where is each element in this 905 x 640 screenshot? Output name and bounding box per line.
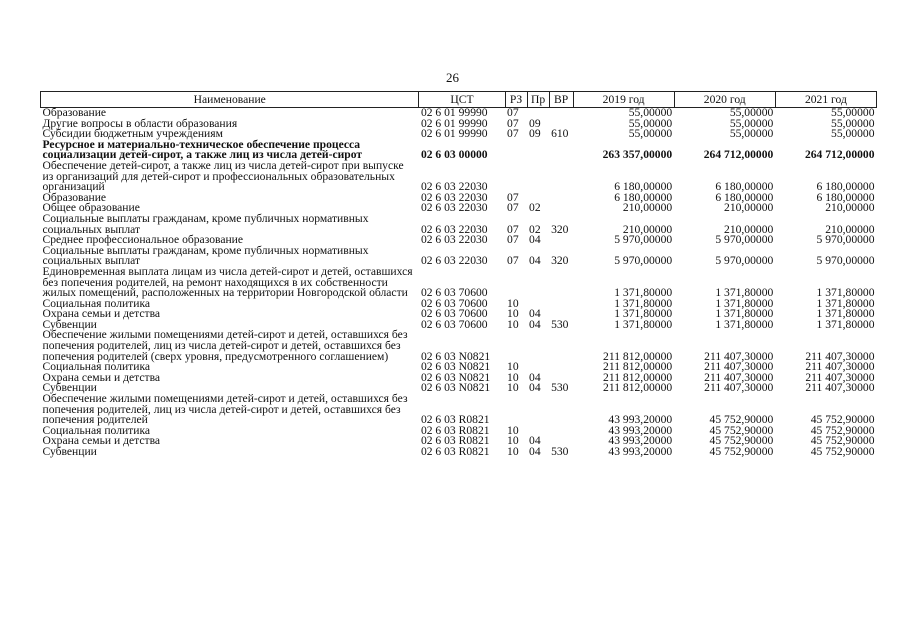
cell-pr: 04 <box>529 370 541 384</box>
cell-rz <box>505 140 527 161</box>
cell-y2021: 264 712,00000 <box>804 148 875 162</box>
cell-cst: 02 6 03 R0821 <box>420 413 490 427</box>
cell-vr <box>549 193 573 204</box>
cell-name: Ресурсное и материально-техническое обеспечение процесса социализации детей-сирот, а также лиц из числа детей-сирот <box>42 137 363 162</box>
cell-y2021: 211 407,30000 <box>805 381 875 395</box>
cell-rz: 07 <box>507 222 519 236</box>
cell-pr: 04 <box>529 381 541 395</box>
cell-pr: 04 <box>529 307 541 321</box>
cell-pr: 09 <box>529 127 541 141</box>
cell-y2019: 55,00000 <box>628 106 673 119</box>
cell-y2020: 45 752,90000 <box>709 423 774 437</box>
cell-y2020: 210,00000 <box>724 222 774 236</box>
budget-table <box>40 91 877 458</box>
cell-pr: 04 <box>529 434 541 448</box>
cell-y2019: 6 180,00000 <box>614 180 673 194</box>
cell-y2021: 210,00000 <box>825 222 875 236</box>
cell-rz: 07 <box>507 116 519 130</box>
cell-y2021: 45 752,90000 <box>810 413 875 427</box>
table-body <box>41 108 877 458</box>
cell-y2019: 1 371,80000 <box>614 296 673 310</box>
cell-rz: 07 <box>507 254 519 268</box>
cell-cst: 02 6 03 N0821 <box>420 370 491 384</box>
cell-pr: 04 <box>529 254 541 268</box>
cell-y2019: 5 970,00000 <box>614 233 673 247</box>
cell-vr <box>549 235 573 246</box>
cell-rz <box>505 267 527 299</box>
cell-y2021: 211 407,30000 <box>805 349 875 363</box>
cell-y2019: 211 812,00000 <box>603 381 673 395</box>
header-name: Наименование <box>41 92 419 108</box>
cell-cst: 02 6 03 R0821 <box>420 423 490 437</box>
cell-y2020: 264 712,00000 <box>703 148 774 162</box>
cell-cst: 02 6 01 99990 <box>420 106 488 119</box>
page-number: 26 <box>446 70 459 85</box>
cell-rz: 10 <box>507 317 519 331</box>
cell-rz: 07 <box>507 190 519 204</box>
cell-cst: 02 6 03 00000 <box>420 148 488 162</box>
cell-y2020: 55,00000 <box>729 106 774 119</box>
cell-name: Обеспечение жилыми помещениями детей-сирот и детей, оставшихся без попечения родителей, лиц из числа детей-сирот и детей, оставшихся без попечения родителей (сверх уровня, предусмотренного соглашением) <box>42 328 408 363</box>
cell-cst: 02 6 03 N0821 <box>420 349 491 363</box>
cell-vr <box>549 426 573 437</box>
cell-cst: 02 6 01 99990 <box>420 127 488 141</box>
cell-y2019: 1 371,80000 <box>614 317 673 331</box>
cell-pr <box>527 140 549 161</box>
cell-vr <box>549 161 573 193</box>
cell-pr <box>527 161 549 193</box>
cell-y2021: 211 407,30000 <box>805 370 875 384</box>
cell-name: Обеспечение жилыми помещениями детей-сирот и детей, оставшихся без попечения родителей, лиц из числа детей-сирот и детей, оставшихся без попечения родителей <box>42 392 408 427</box>
cell-name: Другие вопросы в области образования <box>42 116 238 130</box>
cell-cst: 02 6 03 22030 <box>420 254 488 268</box>
cell-name: Социальная политика <box>42 360 151 374</box>
cell-rz <box>505 161 527 193</box>
cell-vr <box>549 394 573 426</box>
cell-y2020: 5 970,00000 <box>715 254 774 268</box>
cell-y2021: 6 180,00000 <box>816 190 875 204</box>
cell-y2021: 45 752,90000 <box>810 434 875 448</box>
cell-rz <box>505 394 527 426</box>
cell-rz: 10 <box>507 423 519 437</box>
header-cst: ЦСТ <box>419 92 505 108</box>
cell-name: Единовременная выплата лицам из числа детей-сирот и детей, оставшихся без попечения родителей, на ремонт находящихся в их собственности жилых помещений, расположенных на территории Новгородской области <box>42 264 413 300</box>
cell-y2019: 210,00000 <box>622 222 673 236</box>
cell-y2020: 55,00000 <box>729 127 774 141</box>
cell-rz: 07 <box>507 106 519 119</box>
cell-y2019: 5 970,00000 <box>614 254 673 268</box>
cell-pr: 04 <box>529 233 541 247</box>
cell-cst: 02 6 03 22030 <box>420 190 488 204</box>
cell-y2019: 55,00000 <box>628 127 673 141</box>
cell-cst: 02 6 03 N0821 <box>420 360 491 374</box>
cell-y2019: 43 993,20000 <box>608 413 673 427</box>
cell-y2020: 6 180,00000 <box>715 180 774 194</box>
cell-pr: 04 <box>529 445 541 458</box>
cell-y2020: 211 407,30000 <box>704 381 774 395</box>
cell-y2020: 5 970,00000 <box>715 233 774 247</box>
cell-name: Среднее профессиональное образование <box>42 233 244 247</box>
cell-y2020: 6 180,00000 <box>715 190 774 204</box>
table-row <box>41 394 877 426</box>
cell-y2020: 211 407,30000 <box>704 349 774 363</box>
cell-vr: 530 <box>551 381 569 395</box>
cell-y2021: 1 371,80000 <box>816 296 875 310</box>
cell-vr <box>549 330 573 362</box>
cell-vr <box>549 140 573 161</box>
cell-cst: 02 6 01 99990 <box>420 116 488 130</box>
cell-y2020: 1 371,80000 <box>715 317 774 331</box>
cell-y2019: 43 993,20000 <box>608 445 673 458</box>
header-2020: 2020 год <box>674 92 775 108</box>
cell-y2021: 1 371,80000 <box>816 317 875 331</box>
cell-y2021: 1 371,80000 <box>816 307 875 321</box>
header-2019: 2019 год <box>573 92 674 108</box>
cell-vr <box>549 299 573 310</box>
cell-y2020: 45 752,90000 <box>709 434 774 448</box>
header-pr: Пр <box>527 92 549 108</box>
cell-cst: 02 6 03 70600 <box>420 296 488 310</box>
cell-y2021: 55,00000 <box>831 106 875 119</box>
cell-y2020: 55,00000 <box>729 116 774 130</box>
cell-y2021: 1 371,80000 <box>816 286 875 300</box>
cell-rz: 10 <box>507 296 519 310</box>
header-rz: РЗ <box>505 92 527 108</box>
cell-rz: 10 <box>507 381 519 395</box>
cell-y2021: 45 752,90000 <box>810 423 875 437</box>
cell-y2019: 1 371,80000 <box>614 307 673 321</box>
table-row <box>41 447 877 458</box>
cell-rz: 07 <box>507 233 519 247</box>
cell-rz: 10 <box>507 360 519 374</box>
cell-y2020: 211 407,30000 <box>704 360 774 374</box>
cell-pr: 09 <box>529 116 541 130</box>
cell-y2021: 211 407,30000 <box>805 360 875 374</box>
table-row <box>41 246 877 267</box>
cell-pr <box>527 394 549 426</box>
cell-pr <box>527 267 549 299</box>
cell-y2019: 210,00000 <box>622 201 673 215</box>
cell-y2019: 55,00000 <box>628 116 673 130</box>
cell-name: Обеспечение детей-сирот, а также лиц из числа детей-сирот при выпуске из организаций для детей-сирот и профессиональных образовательных организаций <box>42 158 404 194</box>
cell-name: Образование <box>42 106 107 119</box>
cell-rz: 07 <box>507 201 519 215</box>
cell-rz: 10 <box>507 370 519 384</box>
cell-vr: 610 <box>551 127 569 141</box>
cell-y2020: 1 371,80000 <box>715 307 774 321</box>
cell-vr <box>549 362 573 373</box>
cell-name: Охрана семьи и детства <box>42 434 161 448</box>
cell-name: Социальная политика <box>42 423 151 437</box>
cell-name: Охрана семьи и детства <box>42 307 161 321</box>
cell-vr <box>549 108 573 119</box>
cell-cst: 02 6 03 22030 <box>420 222 488 236</box>
cell-y2021: 45 752,90000 <box>810 445 875 458</box>
cell-name: Субсидии бюджетным учреждениям <box>42 127 223 141</box>
header-vr: ВР <box>549 92 573 108</box>
cell-y2020: 1 371,80000 <box>715 286 774 300</box>
cell-pr: 02 <box>529 201 541 215</box>
cell-y2021: 5 970,00000 <box>816 254 875 268</box>
cell-y2019: 211 812,00000 <box>603 349 673 363</box>
cell-y2019: 6 180,00000 <box>614 190 673 204</box>
cell-y2019: 211 812,00000 <box>603 360 673 374</box>
cell-name: Образование <box>42 190 107 204</box>
cell-name: Субвенции <box>42 317 97 331</box>
cell-y2021: 5 970,00000 <box>816 233 875 247</box>
cell-cst: 02 6 03 N0821 <box>420 381 491 395</box>
cell-y2019: 1 371,80000 <box>614 286 673 300</box>
table-row <box>41 214 877 235</box>
cell-cst: 02 6 03 22030 <box>420 233 488 247</box>
cell-vr <box>549 203 573 214</box>
cell-rz: 10 <box>507 445 519 458</box>
cell-pr: 02 <box>529 222 541 236</box>
header-2021: 2021 год <box>775 92 876 108</box>
table-row <box>41 140 877 161</box>
cell-y2019: 263 357,00000 <box>602 148 673 162</box>
cell-vr: 530 <box>551 317 569 331</box>
cell-y2020: 45 752,90000 <box>709 413 774 427</box>
cell-cst: 02 6 03 70600 <box>420 286 488 300</box>
cell-y2019: 43 993,20000 <box>608 423 673 437</box>
cell-y2021: 210,00000 <box>825 201 875 215</box>
cell-cst: 02 6 03 70600 <box>420 317 488 331</box>
cell-y2021: 55,00000 <box>831 116 875 130</box>
cell-y2020: 211 407,30000 <box>704 370 774 384</box>
cell-vr <box>549 267 573 299</box>
cell-name: Субвенции <box>42 445 97 458</box>
cell-cst: 02 6 03 R0821 <box>420 445 490 458</box>
cell-pr <box>527 330 549 362</box>
cell-rz: 07 <box>507 127 519 141</box>
cell-vr: 320 <box>551 254 569 268</box>
cell-pr: 04 <box>529 317 541 331</box>
cell-y2019: 43 993,20000 <box>608 434 673 448</box>
cell-name: Социальные выплаты гражданам, кроме публичных нормативных социальных выплат <box>42 211 369 236</box>
cell-y2020: 45 752,90000 <box>709 445 774 458</box>
table-row <box>41 161 877 193</box>
cell-vr: 320 <box>551 222 569 236</box>
cell-y2020: 1 371,80000 <box>715 296 774 310</box>
cell-rz: 10 <box>507 434 519 448</box>
cell-y2021: 6 180,00000 <box>816 180 875 194</box>
cell-y2019: 211 812,00000 <box>603 370 673 384</box>
cell-cst: 02 6 03 22030 <box>420 180 488 194</box>
cell-name: Субвенции <box>42 381 97 395</box>
cell-cst: 02 6 03 22030 <box>420 201 488 215</box>
cell-y2020: 210,00000 <box>724 201 774 215</box>
cell-y2021: 55,00000 <box>831 127 875 141</box>
cell-name: Социальные выплаты гражданам, кроме публичных нормативных социальных выплат <box>42 243 369 268</box>
cell-rz <box>505 330 527 362</box>
table-row <box>41 267 877 299</box>
cell-name: Общее образование <box>42 201 140 215</box>
cell-name: Охрана семьи и детства <box>42 370 161 384</box>
cell-name: Социальная политика <box>42 296 151 310</box>
cell-cst: 02 6 03 70600 <box>420 307 488 321</box>
cell-cst: 02 6 03 R0821 <box>420 434 490 448</box>
cell-vr: 530 <box>551 445 569 458</box>
table-row <box>41 330 877 362</box>
cell-rz: 10 <box>507 307 519 321</box>
